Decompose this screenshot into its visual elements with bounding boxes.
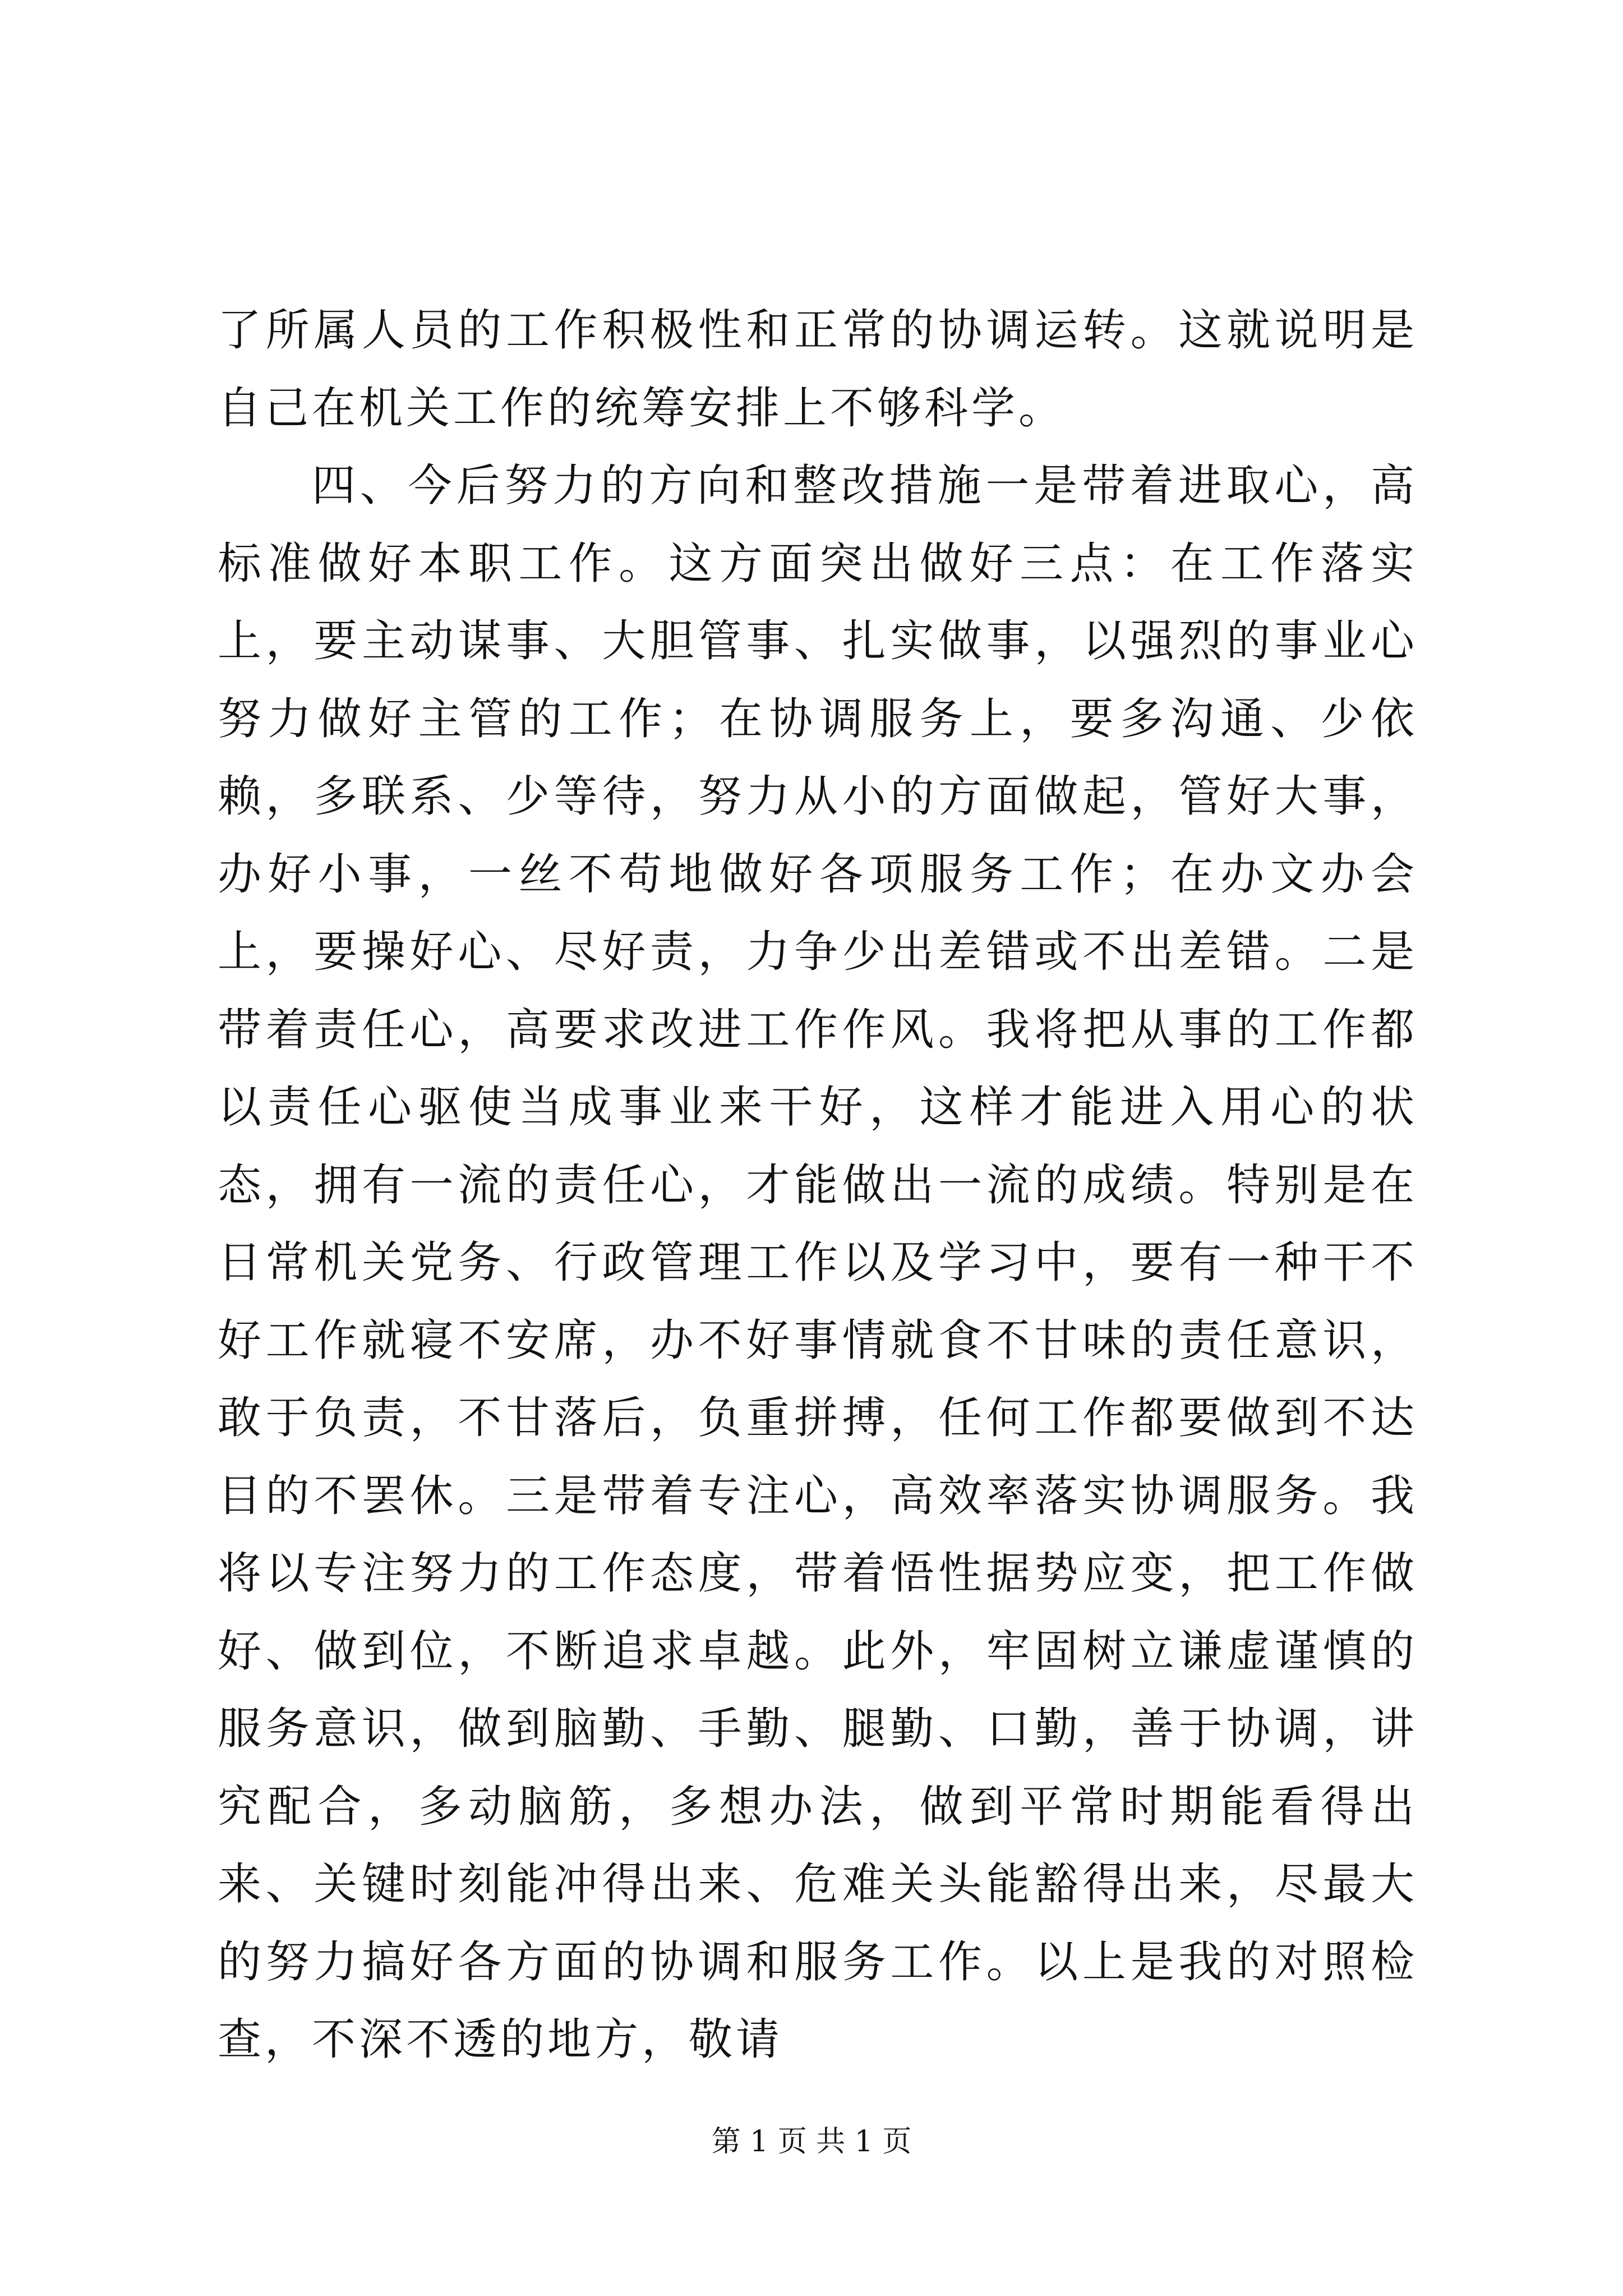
paragraph-2: 四、今后努力的方向和整改措施一是带着进取心，高标准做好本职工作。这方面突出做好三点：在工作落实上，要主动谋事、大胆管事、扎实做事，以强烈的事业心努力做好主管的工作；在协调服务上，要多沟通、少依赖，多联系、少等待，努力从小的方面做起，管好大事，办好小事，一丝不苟地做好各项服务工作；在办文办会上，要操好心、尽好责，力争少出差错或不出差错。二是带着责任心，高要求改进工作作风。我将把从事的工作都以责任心驱使当成事业来干好，这样才能进入用心的状态，拥有一流的责任心，才能做出一流的成绩。特别是在日常机关党务、行政管理工作以及学习中，要有一种干不好工作就寝不安席，办不好事情就食不甘味的责任意识，敢于负责，不甘落后，负重拼搏，任何工作都要做到不达目的不罢休。三是带着专注心，高效率落实协调服务。我将以专注努力的工作态度，带着悟性据势应变，把工作做好、做到位，不断追求卓越。此外，牢固树立谦虚谨慎的服务意识，做到脑勤、手勤、腿勤、口勤，善于协调，讲究配合，多动脑筋，多想办法，做到平常时期能看得出来、关键时刻能冲得出来、危难关头能豁得出来，尽最大的努力搞好各方面的协调和服务工作。以上是我的对照检查，不深不透的地方，敬请 (218, 461, 1418, 2065)
page-footer: 第 1 页 共 1 页 (711, 2125, 912, 2159)
document-body (218, 292, 1418, 2079)
paragraph-1: 了所属人员的工作积极性和正常的协调运转。这就说明是自己在机关工作的统筹安排上不够科学。 (218, 305, 1418, 434)
